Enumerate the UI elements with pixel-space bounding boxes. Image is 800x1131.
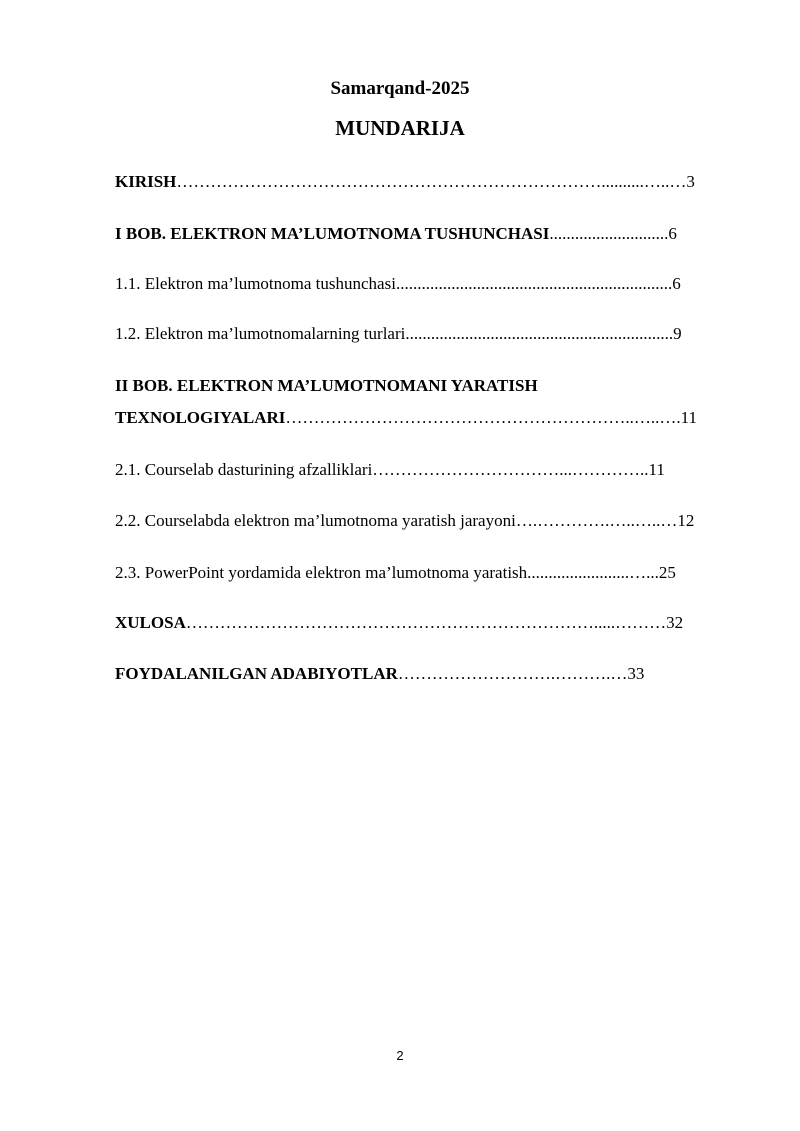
toc-entry-xulosa	[115, 613, 683, 633]
toc-entry-text: FOYDALANILGAN ADABIYOTLAR	[115, 664, 398, 683]
toc-entry-leader: ……………………………………………………..…..….	[285, 408, 681, 427]
toc-entry-kirish	[115, 172, 695, 192]
toc-entry-chapter-1	[115, 224, 677, 244]
toc-entry-page: 3	[686, 172, 695, 191]
toc-entry-text: 2.2. Courselabda elektron ma’lumotnoma yaratish jarayoni	[115, 511, 516, 530]
toc-entry-section-2-2	[115, 511, 694, 531]
toc-entry-page: 11	[648, 460, 665, 479]
toc-entry-section-2-3	[115, 563, 676, 583]
toc-entry-page: 6	[672, 274, 681, 293]
toc-entry-leader: …………………………………………………………………..........…..…	[176, 172, 687, 191]
toc-entry-section-2-1	[115, 460, 665, 480]
toc-entry-text: 1.1. Elektron ma’lumotnoma tushunchasi	[115, 274, 396, 293]
toc-entry-section-1-1	[115, 274, 681, 294]
toc-entry-leader: .................................................................	[395, 274, 673, 293]
toc-entry-text: II BOB. ELEKTRON MA’LUMOTNOMANI YARATISH	[115, 376, 538, 395]
page-number: 2	[396, 1048, 404, 1063]
city-year-heading: Samarqand-2025	[330, 78, 470, 99]
toc-entry-text: I BOB. ELEKTRON MA’LUMOTNOMA TUSHUNCHASI	[115, 224, 550, 243]
toc-entry-chapter-2-line-2	[115, 408, 697, 428]
toc-entry-chapter-2-line-1	[115, 376, 538, 396]
toc-entry-text: 2.3. PowerPoint yordamida elektron ma’lumotnoma yaratish	[115, 563, 528, 582]
toc-title: MUNDARIJA	[335, 116, 465, 140]
toc-entry-page: 25	[658, 563, 676, 582]
toc-entry-text: TEXNOLOGIYALARI	[115, 408, 286, 427]
toc-entry-page: 12	[677, 511, 695, 530]
toc-entry-leader: ….………….…..…..…	[515, 511, 678, 530]
toc-entry-section-1-2	[115, 324, 682, 344]
toc-entry-leader: ……………………………………………………………….....………	[185, 613, 667, 632]
toc-entry-text: 1.2. Elektron ma’lumotnomalarning turlari	[115, 324, 406, 343]
toc-entry-leader: ............................	[549, 224, 669, 243]
toc-entry-leader: ...............................................................	[405, 324, 674, 343]
toc-entry-leader: ……………………………...…………..	[372, 460, 649, 479]
toc-entry-page: 6	[668, 224, 677, 243]
toc-entry-text: KIRISH	[115, 172, 177, 191]
toc-entry-text: XULOSA	[115, 613, 186, 632]
toc-entry-leader: ........................…...	[527, 563, 659, 582]
toc-entry-page: 33	[627, 664, 645, 683]
toc-entry-adabiyotlar	[115, 664, 644, 684]
toc-entry-page: 11	[680, 408, 697, 427]
toc-entry-leader: ……………………….……….…	[397, 664, 628, 683]
toc-entry-text: 2.1. Courselab dasturining afzalliklari	[115, 460, 373, 479]
toc-entry-page: 9	[673, 324, 682, 343]
toc-entry-page: 32	[666, 613, 684, 632]
